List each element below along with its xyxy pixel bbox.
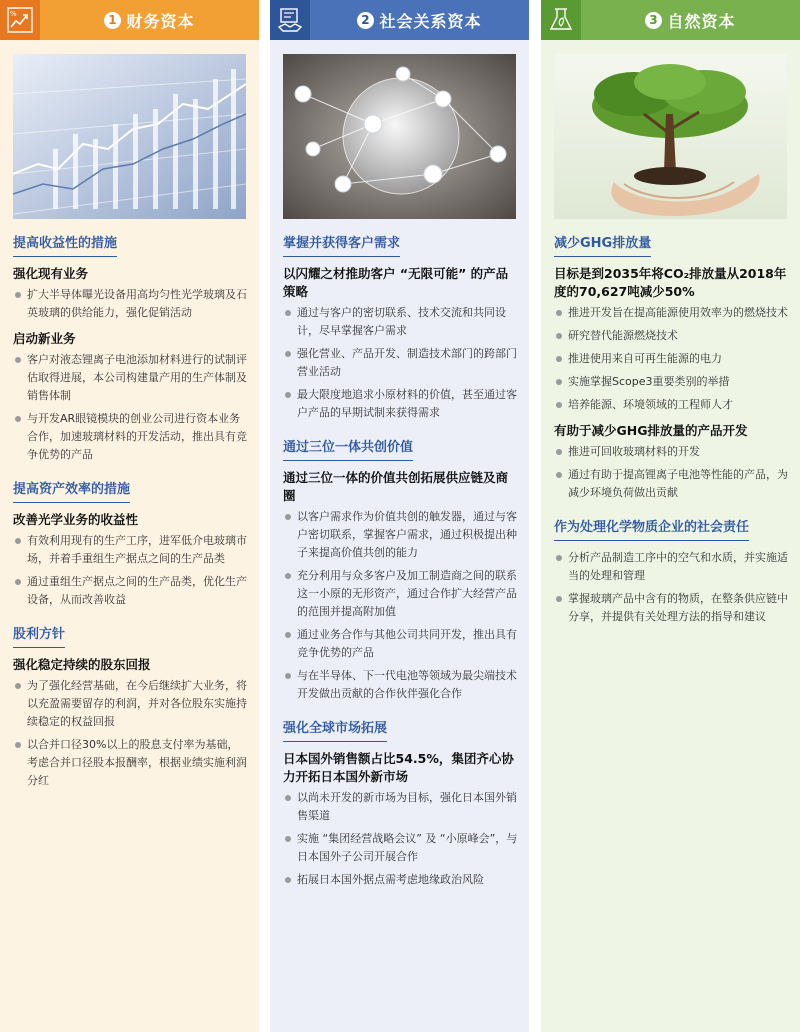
column-number: 2 [357, 12, 374, 29]
group-title: 强化稳定持续的股东回报 [13, 657, 151, 672]
column-content [554, 232, 792, 640]
finance-icon [0, 0, 40, 40]
bullet-item: 以尚未开发的新市场为目标，强化日本国外销售渠道 [283, 789, 519, 825]
section [13, 478, 249, 609]
bullet-item: 实施 “集团经营战略会议” 及 “小原峰会”，与日本国外子公司开展合作 [283, 830, 519, 866]
column-header [541, 0, 800, 40]
section-heading: 提高资产效率的措施 [13, 481, 130, 503]
column-header [270, 0, 529, 40]
column-title: 财务资本 [126, 11, 195, 31]
bullet-item: 与开发AR眼镜模块的创业公司进行资本业务合作，加速玻璃材料的开发活动，推出具有竞争优势的产品 [13, 410, 249, 464]
section [283, 436, 519, 703]
bullet-item: 培养能源、环境领域的工程师人才 [554, 396, 792, 414]
bullet-item: 最大限度地追求小原材料的价值，甚至通过客户产品的早期试制来获得需求 [283, 386, 519, 422]
network-globe-photo [283, 54, 516, 219]
bullet-item: 研究替代能源燃烧技术 [554, 327, 792, 345]
column-title: 社会关系资本 [379, 11, 482, 31]
group-title: 启动新业务 [13, 331, 76, 346]
tree-in-hands-photo [554, 54, 787, 219]
section [283, 717, 519, 889]
stock-chart-photo [13, 54, 246, 219]
bullet-item: 掌握玻璃产品中含有的物质，在整条供应链中分享，并提供有关处理方法的指导和建议 [554, 590, 792, 626]
bullet-item: 与在半导体、下一代电池等领域为最尖端技术开发做出贡献的合作伙伴强化合作 [283, 667, 519, 703]
group-title: 强化现有业务 [13, 266, 89, 281]
section [554, 232, 792, 502]
section [13, 232, 249, 464]
column-social-relationship-capital [270, 0, 529, 1032]
column-content [283, 232, 519, 903]
svg-text:%: % [10, 10, 17, 18]
group-title: 有助于减少GHG排放量的产品开发 [554, 423, 748, 438]
bullet-item: 有效利用现有的生产工序，进军低介电玻璃市场，并着手重组生产据点之间的生产品类 [13, 532, 249, 568]
section-heading: 通过三位一体共创价值 [283, 439, 413, 461]
bullet-item: 充分利用与众多客户及加工制造商之间的联系这一小原的无形资产，通过合作扩大经营产品的范围并提高附加值 [283, 567, 519, 621]
column-natural-capital [541, 0, 800, 1032]
bullet-item: 推进开发旨在提高能源使用效率为的燃烧技术 [554, 304, 792, 322]
group-title: 日本国外销售额占比54.5%，集团齐心协力开拓日本国外新市场 [283, 751, 514, 784]
bullet-item: 以客户需求作为价值共创的触发器，通过与客户密切联系，掌握客户需求，通过积极提出种子来提高价值共创的能力 [283, 508, 519, 562]
group-title: 通过三位一体的价值共创拓展供应链及商圈 [283, 470, 509, 503]
bullet-item: 推进使用来自可再生能源的电力 [554, 350, 792, 368]
handshake-icon [270, 0, 310, 40]
bullet-item: 推进可回收玻璃材料的开发 [554, 443, 792, 461]
section-heading: 减少GHG排放量 [554, 235, 651, 257]
bullet-item: 通过有助于提高锂离子电池等性能的产品，为减少环境负荷做出贡献 [554, 466, 792, 502]
section-heading: 掌握并获得客户需求 [283, 235, 400, 257]
group-title: 改善光学业务的收益性 [13, 512, 139, 527]
bullet-item: 实施掌握Scope3重要类别的举措 [554, 373, 792, 391]
group-title: 以闪耀之材推助客户 “无限可能” 的产品策略 [283, 266, 509, 299]
bullet-item: 强化营业、产品开发、制造技术部门的跨部门营业活动 [283, 345, 519, 381]
bullet-item: 分析产品制造工序中的空气和水质，并实施适当的处理和管理 [554, 549, 792, 585]
flask-leaf-icon [541, 0, 581, 40]
bullet-item: 扩大半导体曝光设备用高均匀性光学玻璃及石英玻璃的供给能力，强化促销活动 [13, 286, 249, 322]
section-heading: 提高收益性的措施 [13, 235, 117, 257]
section [13, 623, 249, 790]
bullet-item: 通过与客户的密切联系、技术交流和共同设计，尽早掌握客户需求 [283, 304, 519, 340]
column-number: 1 [104, 12, 121, 29]
column-financial-capital [0, 0, 259, 1032]
bullet-item: 通过重组生产据点之间的生产品类，优化生产设备，从而改善收益 [13, 573, 249, 609]
bullet-item: 通过业务合作与其他公司共同开发，推出具有竞争优势的产品 [283, 626, 519, 662]
bullet-item: 拓展日本国外据点需考虑地缘政治风险 [283, 871, 519, 889]
column-number: 3 [645, 12, 662, 29]
group-title: 目标是到2035年将CO₂排放量从2018年度的70,627吨减少50% [554, 266, 787, 299]
section-heading: 股利方针 [13, 626, 65, 648]
bullet-item: 以合并口径30%以上的股息支付率为基础，考虑合并口径股本报酬率，根据业绩实施利润分红 [13, 736, 249, 790]
column-header [0, 0, 259, 40]
column-content [13, 232, 249, 804]
bullet-item: 为了强化经营基础，在今后继续扩大业务，将以充盈需要留存的利润，并对各位股东实施持续稳定的权益回报 [13, 677, 249, 731]
section [283, 232, 519, 422]
bullet-item: 客户对液态锂离子电池添加材料进行的试制评估取得进展，本公司构建量产用的生产体制及销售体制 [13, 351, 249, 405]
section [554, 516, 792, 626]
column-title: 自然资本 [667, 11, 736, 31]
section-heading: 强化全球市场拓展 [283, 720, 387, 742]
section-heading: 作为处理化学物质企业的社会责任 [554, 519, 749, 541]
